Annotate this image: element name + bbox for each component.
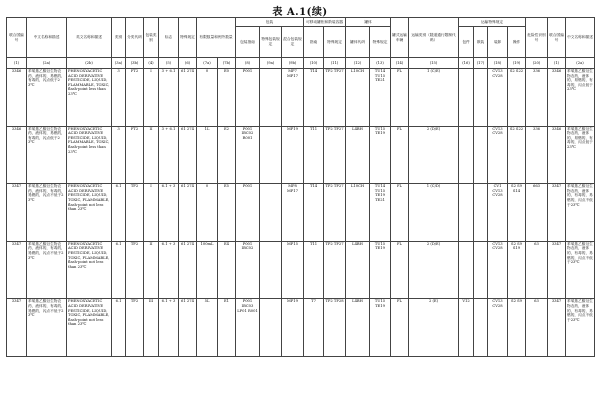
cell-tank-instructions: T14: [304, 184, 324, 242]
cell-tank-special-2: TU15 TE19: [370, 299, 391, 357]
cell-un-no: 3347: [7, 184, 27, 242]
cell-bulk: [474, 184, 488, 242]
cell-cn-name: 苯氧基乙酸衍生物农药，液体的，有毒的，易燃的，闪点不低于23℃: [27, 184, 67, 242]
cell-special-provisions: 61 274: [179, 184, 197, 242]
header-transport-category: 运输类别（隧道通行限制代码）: [409, 18, 459, 58]
header-portable-tank-group: 可移动罐柜和散装容器: [304, 18, 346, 27]
cell-vehicle-tank: FL: [391, 299, 409, 357]
cell-en-name: PHENOXYACETIC ACID DERIVATIVE PESTICIDE, LIQUID, TOXIC, FLAMMABLE, flash-point not less than 23℃: [67, 241, 112, 299]
column-number: (18): [488, 58, 508, 69]
column-number: (2b): [67, 58, 112, 69]
cell-tank-code: L4BH: [346, 126, 370, 184]
cell-packing-instructions: P001: [236, 184, 260, 242]
cell-excepted-quantity: E1: [218, 299, 236, 357]
column-number: (9a): [260, 58, 282, 69]
cell-class: 6.1: [112, 241, 126, 299]
cell-class-code: TF2: [126, 241, 144, 299]
cell-tank-special: TP2 TP27: [324, 69, 346, 127]
cell-class: 3: [112, 69, 126, 127]
cell-en-name: PHENOXYACETIC ACID DERIVATIVE PESTICIDE, LIQUID, TOXIC, FLAMMABLE, flash-point not less than 23℃: [67, 184, 112, 242]
cell-limited-quantity: 5L: [197, 299, 218, 357]
column-number: (13): [370, 58, 391, 69]
header-packing-group: 包装类别: [144, 18, 159, 58]
column-number: (15): [409, 58, 459, 69]
cell-labels: 6.1 + 3: [159, 241, 179, 299]
cell-tank-code: L4BH: [346, 241, 370, 299]
header-mixed-packing: 混合包装规定: [282, 27, 304, 58]
cell-bulk: [474, 69, 488, 127]
cell-un-no-repeat: 3347: [548, 241, 566, 299]
cell-class: 3: [112, 126, 126, 184]
cell-limited-quantity: 1L: [197, 126, 218, 184]
header-tank-instructions: 指南: [304, 27, 324, 58]
cell-class: 6.1: [112, 184, 126, 242]
column-number: (14): [391, 58, 409, 69]
column-number: (19): [508, 58, 526, 69]
cell-packing-group: II: [144, 126, 159, 184]
cell-mixed-packing: MP7 MP17: [282, 69, 304, 127]
cell-tank-code: L10CH: [346, 69, 370, 127]
column-number: (1): [548, 58, 566, 69]
dangerous-goods-table: [6, 17, 595, 357]
cell-packages: [459, 126, 474, 184]
cell-packing-group: III: [144, 299, 159, 357]
header-packing-instructions: 包装指南: [236, 27, 260, 58]
cell-hazard-id: 663: [526, 184, 548, 242]
cell-loading: CV1 CV13 CV28: [488, 184, 508, 242]
cell-un-no: 3347: [7, 299, 27, 357]
cell-packages: [459, 184, 474, 242]
cell-cn-name-repeat: 苯氧基乙酸衍生物农药，液体的，易燃的，有毒的，闪点低于23℃: [566, 69, 595, 127]
cell-loading: CV13 CV28: [488, 241, 508, 299]
column-number: (9b): [282, 58, 304, 69]
cell-tank-special-2: TU15 TE19: [370, 241, 391, 299]
column-number: (6): [179, 58, 197, 69]
cell-special-packing: [260, 184, 282, 242]
cell-hazard-id: 63: [526, 299, 548, 357]
cell-transport-category: 1 (C/E): [409, 69, 459, 127]
cell-cn-name-repeat: 苯氧基乙酸衍生物农药，液体的，易燃的，有毒的，闪点低于23℃: [566, 126, 595, 184]
cell-tank-instructions: T11: [304, 241, 324, 299]
table-row: [7, 241, 595, 299]
cell-excepted-quantity: E2: [218, 126, 236, 184]
cell-operation: S2 S9 S19: [508, 241, 526, 299]
header-tank-special: 特殊规定: [324, 27, 346, 58]
cell-operation: S2 S22: [508, 126, 526, 184]
column-number: (16): [459, 58, 474, 69]
header-tank-group: 罐体: [346, 18, 391, 27]
cell-packing-instructions: P001 IBC02: [236, 241, 260, 299]
column-number: (1): [7, 58, 27, 69]
cell-special-provisions: 61 274: [179, 69, 197, 127]
cell-loading: CV13 CV28: [488, 299, 508, 357]
column-number: (3a): [112, 58, 126, 69]
cell-bulk: [474, 241, 488, 299]
cell-special-packing: [260, 241, 282, 299]
cell-packages: V12: [459, 299, 474, 357]
cell-tank-special: TP2 TP28: [324, 299, 346, 357]
column-number: (2a): [566, 58, 595, 69]
column-number: (12): [346, 58, 370, 69]
cell-hazard-id: 63: [526, 241, 548, 299]
cell-tank-special: TP2 TP27: [324, 184, 346, 242]
header-packaging-group: 包装: [236, 18, 304, 27]
column-number: (20): [526, 58, 548, 69]
cell-class-code: FT2: [126, 126, 144, 184]
cell-labels: 6.1 + 3: [159, 184, 179, 242]
cell-operation: S2 S9 S14: [508, 184, 526, 242]
cell-special-provisions: 61 274: [179, 299, 197, 357]
cell-packing-instructions: P001: [236, 69, 260, 127]
column-number: (8): [236, 58, 260, 69]
page-title: 表 A.1(续): [272, 7, 328, 18]
header-cn-name-repeat: 中文名称和描述: [566, 18, 595, 58]
cell-en-name: PHENOXYACETIC ACID DERIVATIVE PESTICIDE, LIQUID, FLAMMABLE, TOXIC, flash-point less than 23℃: [67, 69, 112, 127]
cell-class-code: TF2: [126, 299, 144, 357]
cell-mixed-packing: MP19: [282, 299, 304, 357]
cell-un-no-repeat: 3346: [548, 126, 566, 184]
cell-packing-instructions: P001 IBC03 LP01 R001: [236, 299, 260, 357]
cell-un-no-repeat: 3346: [548, 69, 566, 127]
cell-special-provisions: 61 274: [179, 126, 197, 184]
cell-vehicle-tank: FL: [391, 184, 409, 242]
cell-special-packing: [260, 299, 282, 357]
cell-bulk: [474, 126, 488, 184]
cell-tank-special: TP2 TP27: [324, 241, 346, 299]
cell-en-name: PHENOXYACETIC ACID DERIVATIVE PESTICIDE, LIQUID, TOXIC, FLAMMABLE, flash-point not less than 23℃: [67, 299, 112, 357]
cell-packing-group: I: [144, 69, 159, 127]
cell-loading: CV13 CV28: [488, 69, 508, 127]
cell-limited-quantity: 100mL: [197, 241, 218, 299]
header-tank-code: 罐体代码: [346, 27, 370, 58]
header-un-no: 联合国编号: [7, 18, 27, 58]
cell-excepted-quantity: E4: [218, 241, 236, 299]
header-tank-special-2: 特殊规定: [370, 27, 391, 58]
header-un-no-repeat: 联合国编号: [548, 18, 566, 58]
cell-labels: 3 + 6.1: [159, 69, 179, 127]
cell-packages: [459, 241, 474, 299]
cell-class-code: FT2: [126, 69, 144, 127]
cell-limited-quantity: 0: [197, 184, 218, 242]
cell-transport-category: 2 (D/E): [409, 241, 459, 299]
cell-en-name: PHENOXYACETIC ACID DERIVATIVE PESTICIDE, LIQUID, FLAMMABLE, TOXIC, flash-point less than 23℃: [67, 126, 112, 184]
table-row: [7, 299, 595, 357]
header-special-transport-group: 运输特殊规定: [459, 18, 526, 27]
column-number: (3b): [126, 58, 144, 69]
cell-cn-name: 苯氧基乙酸衍生物农药，液体的，有毒的，易燃的，闪点不低于23℃: [27, 299, 67, 357]
cell-packing-instructions: P001 IBC02 R001: [236, 126, 260, 184]
cell-mixed-packing: MP19: [282, 126, 304, 184]
cell-un-no-repeat: 3347: [548, 299, 566, 357]
header-packages: 包件: [459, 27, 474, 58]
cell-excepted-quantity: E5: [218, 184, 236, 242]
column-number: (17): [474, 58, 488, 69]
cell-labels: 6.1 + 3: [159, 299, 179, 357]
column-number: (7b): [218, 58, 236, 69]
cell-tank-code: L4BH: [346, 299, 370, 357]
cell-tank-special-2: TU14 TU15 TE19 TE21: [370, 184, 391, 242]
cell-un-no-repeat: 3347: [548, 184, 566, 242]
cell-class: 6.1: [112, 299, 126, 357]
header-special-provisions: 特殊规定: [179, 18, 197, 58]
header-bulk: 散装: [474, 27, 488, 58]
cell-hazard-id: 336: [526, 126, 548, 184]
column-number: (5): [159, 58, 179, 69]
table-row: [7, 126, 595, 184]
column-number: (7a): [197, 58, 218, 69]
cell-bulk: [474, 299, 488, 357]
cell-cn-name-repeat: 苯氧基乙酸衍生物农药，液体的，有毒的，易燃的，闪点不低于23℃: [566, 299, 595, 357]
cell-limited-quantity: 0: [197, 69, 218, 127]
cell-transport-category: 2 (E): [409, 299, 459, 357]
cell-tank-code: L10CH: [346, 184, 370, 242]
cell-operation: S2 S9: [508, 299, 526, 357]
cell-un-no: 3346: [7, 126, 27, 184]
header-vehicle-tank: 罐式运输车辆: [391, 18, 409, 58]
cell-special-packing: [260, 69, 282, 127]
cell-un-no: 3346: [7, 69, 27, 127]
table-row: [7, 69, 595, 127]
cell-tank-special: TP2 TP27: [324, 126, 346, 184]
cell-class-code: TF2: [126, 184, 144, 242]
cell-transport-category: 2 (D/E): [409, 126, 459, 184]
column-number: (4): [144, 58, 159, 69]
cell-vehicle-tank: FL: [391, 69, 409, 127]
cell-special-packing: [260, 126, 282, 184]
header-class-code: 分类代码: [126, 18, 144, 58]
column-number: (10): [304, 58, 324, 69]
cell-loading: CV13 CV28: [488, 126, 508, 184]
cell-tank-instructions: T7: [304, 299, 324, 357]
cell-cn-name: 苯氧基乙酸衍生物农药，液体的，易燃的，有毒的，闪点低于23℃: [27, 126, 67, 184]
cell-cn-name: 苯氧基乙酸衍生物农药，液体的，有毒的，易燃的，闪点不低于23℃: [27, 241, 67, 299]
header-hazard-id: 危险性识别号: [526, 18, 548, 58]
header-limited-excepted: 有限数量和例外数量: [197, 18, 236, 58]
header-cn-name: 中文名称和描述: [27, 18, 67, 58]
cell-excepted-quantity: E0: [218, 69, 236, 127]
cell-labels: 3 + 6.1: [159, 126, 179, 184]
cell-transport-category: 1 (C/D): [409, 184, 459, 242]
cell-tank-instructions: T11: [304, 126, 324, 184]
cell-operation: S2 S22: [508, 69, 526, 127]
cell-tank-special-2: TU14 TU15 TE21: [370, 69, 391, 127]
cell-special-provisions: 61 274: [179, 241, 197, 299]
cell-tank-special-2: TU15 TE19: [370, 126, 391, 184]
header-operation: 操作: [508, 27, 526, 58]
header-labels: 标志: [159, 18, 179, 58]
column-number: (11): [324, 58, 346, 69]
cell-tank-instructions: T14: [304, 69, 324, 127]
cell-mixed-packing: MP15: [282, 241, 304, 299]
cell-hazard-id: 336: [526, 69, 548, 127]
cell-vehicle-tank: FL: [391, 126, 409, 184]
cell-packages: [459, 69, 474, 127]
header-loading: 装卸: [488, 27, 508, 58]
header-class: 类别: [112, 18, 126, 58]
cell-mixed-packing: MP8 MP17: [282, 184, 304, 242]
cell-packing-group: II: [144, 241, 159, 299]
header-special-packing: 特殊包装规定: [260, 27, 282, 58]
cell-un-no: 3347: [7, 241, 27, 299]
cell-cn-name-repeat: 苯氧基乙酸衍生物农药，液体的，有毒的，易燃的，闪点不低于23℃: [566, 241, 595, 299]
table-row: [7, 184, 595, 242]
cell-vehicle-tank: FL: [391, 241, 409, 299]
header-en-name: 英文名称和描述: [67, 18, 112, 58]
cell-packing-group: I: [144, 184, 159, 242]
cell-cn-name: 苯氧基乙酸衍生物农药，液体的，易燃的，有毒的，闪点低于23℃: [27, 69, 67, 127]
cell-cn-name-repeat: 苯氧基乙酸衍生物农药，液体的，有毒的，易燃的，闪点不低于23℃: [566, 184, 595, 242]
column-number: (2a): [27, 58, 67, 69]
